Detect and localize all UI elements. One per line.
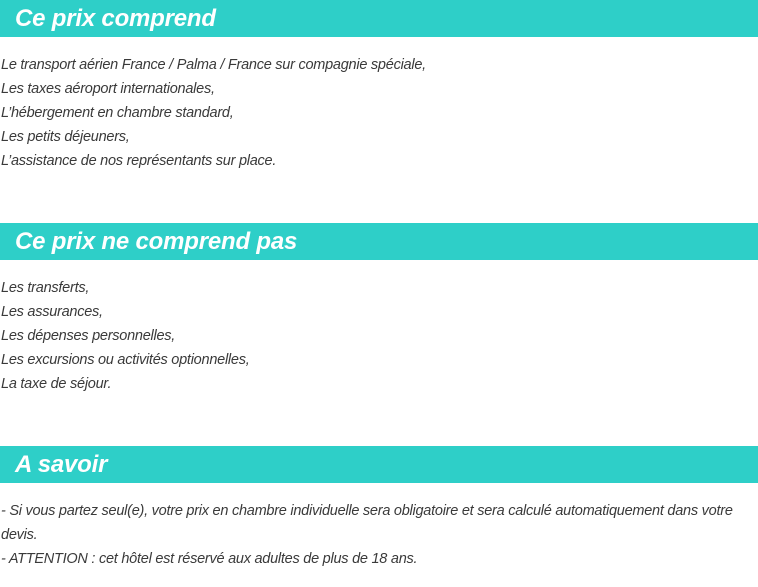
section-header-good-to-know	[0, 446, 758, 483]
list-item: La taxe de séjour.	[1, 376, 112, 392]
list-item: Les dépenses personnelles,	[1, 328, 176, 344]
section-included	[0, 0, 758, 173]
section-not-included	[0, 223, 758, 396]
section-good-to-know	[0, 446, 758, 571]
included-list	[0, 53, 758, 173]
list-item: - ATTENTION : cet hôtel est réservé aux adultes de plus de 18 ans.	[1, 551, 418, 567]
list-item: L’assistance de nos représentants sur place.	[1, 153, 277, 169]
section-header-not-included	[0, 223, 758, 260]
list-item: - Si vous partez seul(e), votre prix en chambre individuelle sera obligatoire et sera calculé automatiquement dans votre devis.	[1, 503, 733, 543]
section-title-good-to-know: A savoir	[15, 450, 108, 478]
section-title-included: Ce prix comprend	[15, 4, 216, 32]
list-item: Les petits déjeuners,	[1, 129, 130, 145]
section-title-not-included: Ce prix ne comprend pas	[15, 227, 298, 255]
not-included-list	[0, 276, 758, 396]
good-to-know-list	[0, 499, 758, 571]
list-item: Les assurances,	[1, 304, 103, 320]
list-item: Les taxes aéroport internationales,	[1, 81, 215, 97]
list-item: Les excursions ou activités optionnelles,	[1, 352, 250, 368]
section-header-included	[0, 0, 758, 37]
list-item: L’hébergement en chambre standard,	[1, 105, 234, 121]
list-item: Les transferts,	[1, 280, 90, 296]
list-item: Le transport aérien France / Palma / France sur compagnie spéciale,	[1, 57, 426, 73]
